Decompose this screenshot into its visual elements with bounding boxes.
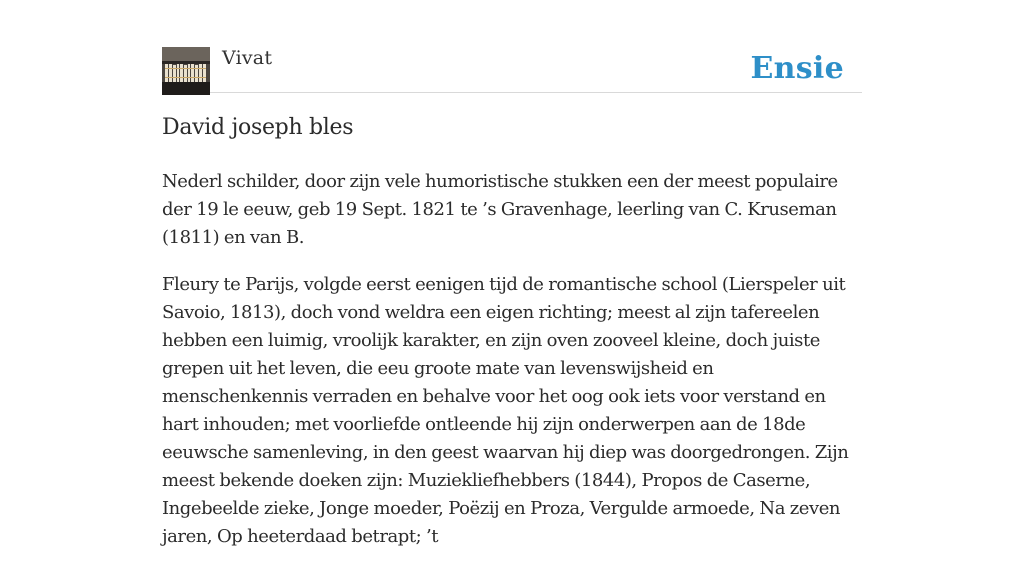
article-paragraph: Fleury te Parijs, volgde eerst eenigen tijd de romantische school (Lierspeler uit Savoio, 1813), doch vond weldra een eigen richting; meest al zijn tafereelen hebben een luimig, vroolijk karakter, en zijn oven zooveel kleine, doch juiste grepen uit het leven, die eeu groote mate van levenswijsheid en menschenkennis verraden en behalve voor het oog ook iets voor verstand en hart inhouden; met voorliefde ontleende hij zijn onderwerpen aan de 18de eeuwsche samenleving, in den geest waarvan hij diep was doorgedrongen. Zijn meest bekende doeken zijn: Muziekliefhebbers (1844), Propos de Caserne, Ingebeelde zieke, Jonge moeder, Poëzij en Proza, Vergulde armoede, Na zeven jaren, Op heeterdaad betrapt; ’t [162,274,849,547]
author-avatar[interactable] [162,47,210,95]
bookshelf-avatar-icon [162,47,210,95]
author-name[interactable]: Vivat [222,47,273,69]
article-body [162,168,862,570]
article-title: David joseph bles [162,115,354,140]
article-header [162,46,862,93]
article-paragraph: Nederl schilder, door zijn vele humoristische stukken een der meest populaire der 19 le eeuw, geb 19 Sept. 1821 te ’s Gravenhage, leerling van C. Kruseman (1811) en van B. [162,171,838,248]
site-logo[interactable]: Ensie [750,51,844,86]
